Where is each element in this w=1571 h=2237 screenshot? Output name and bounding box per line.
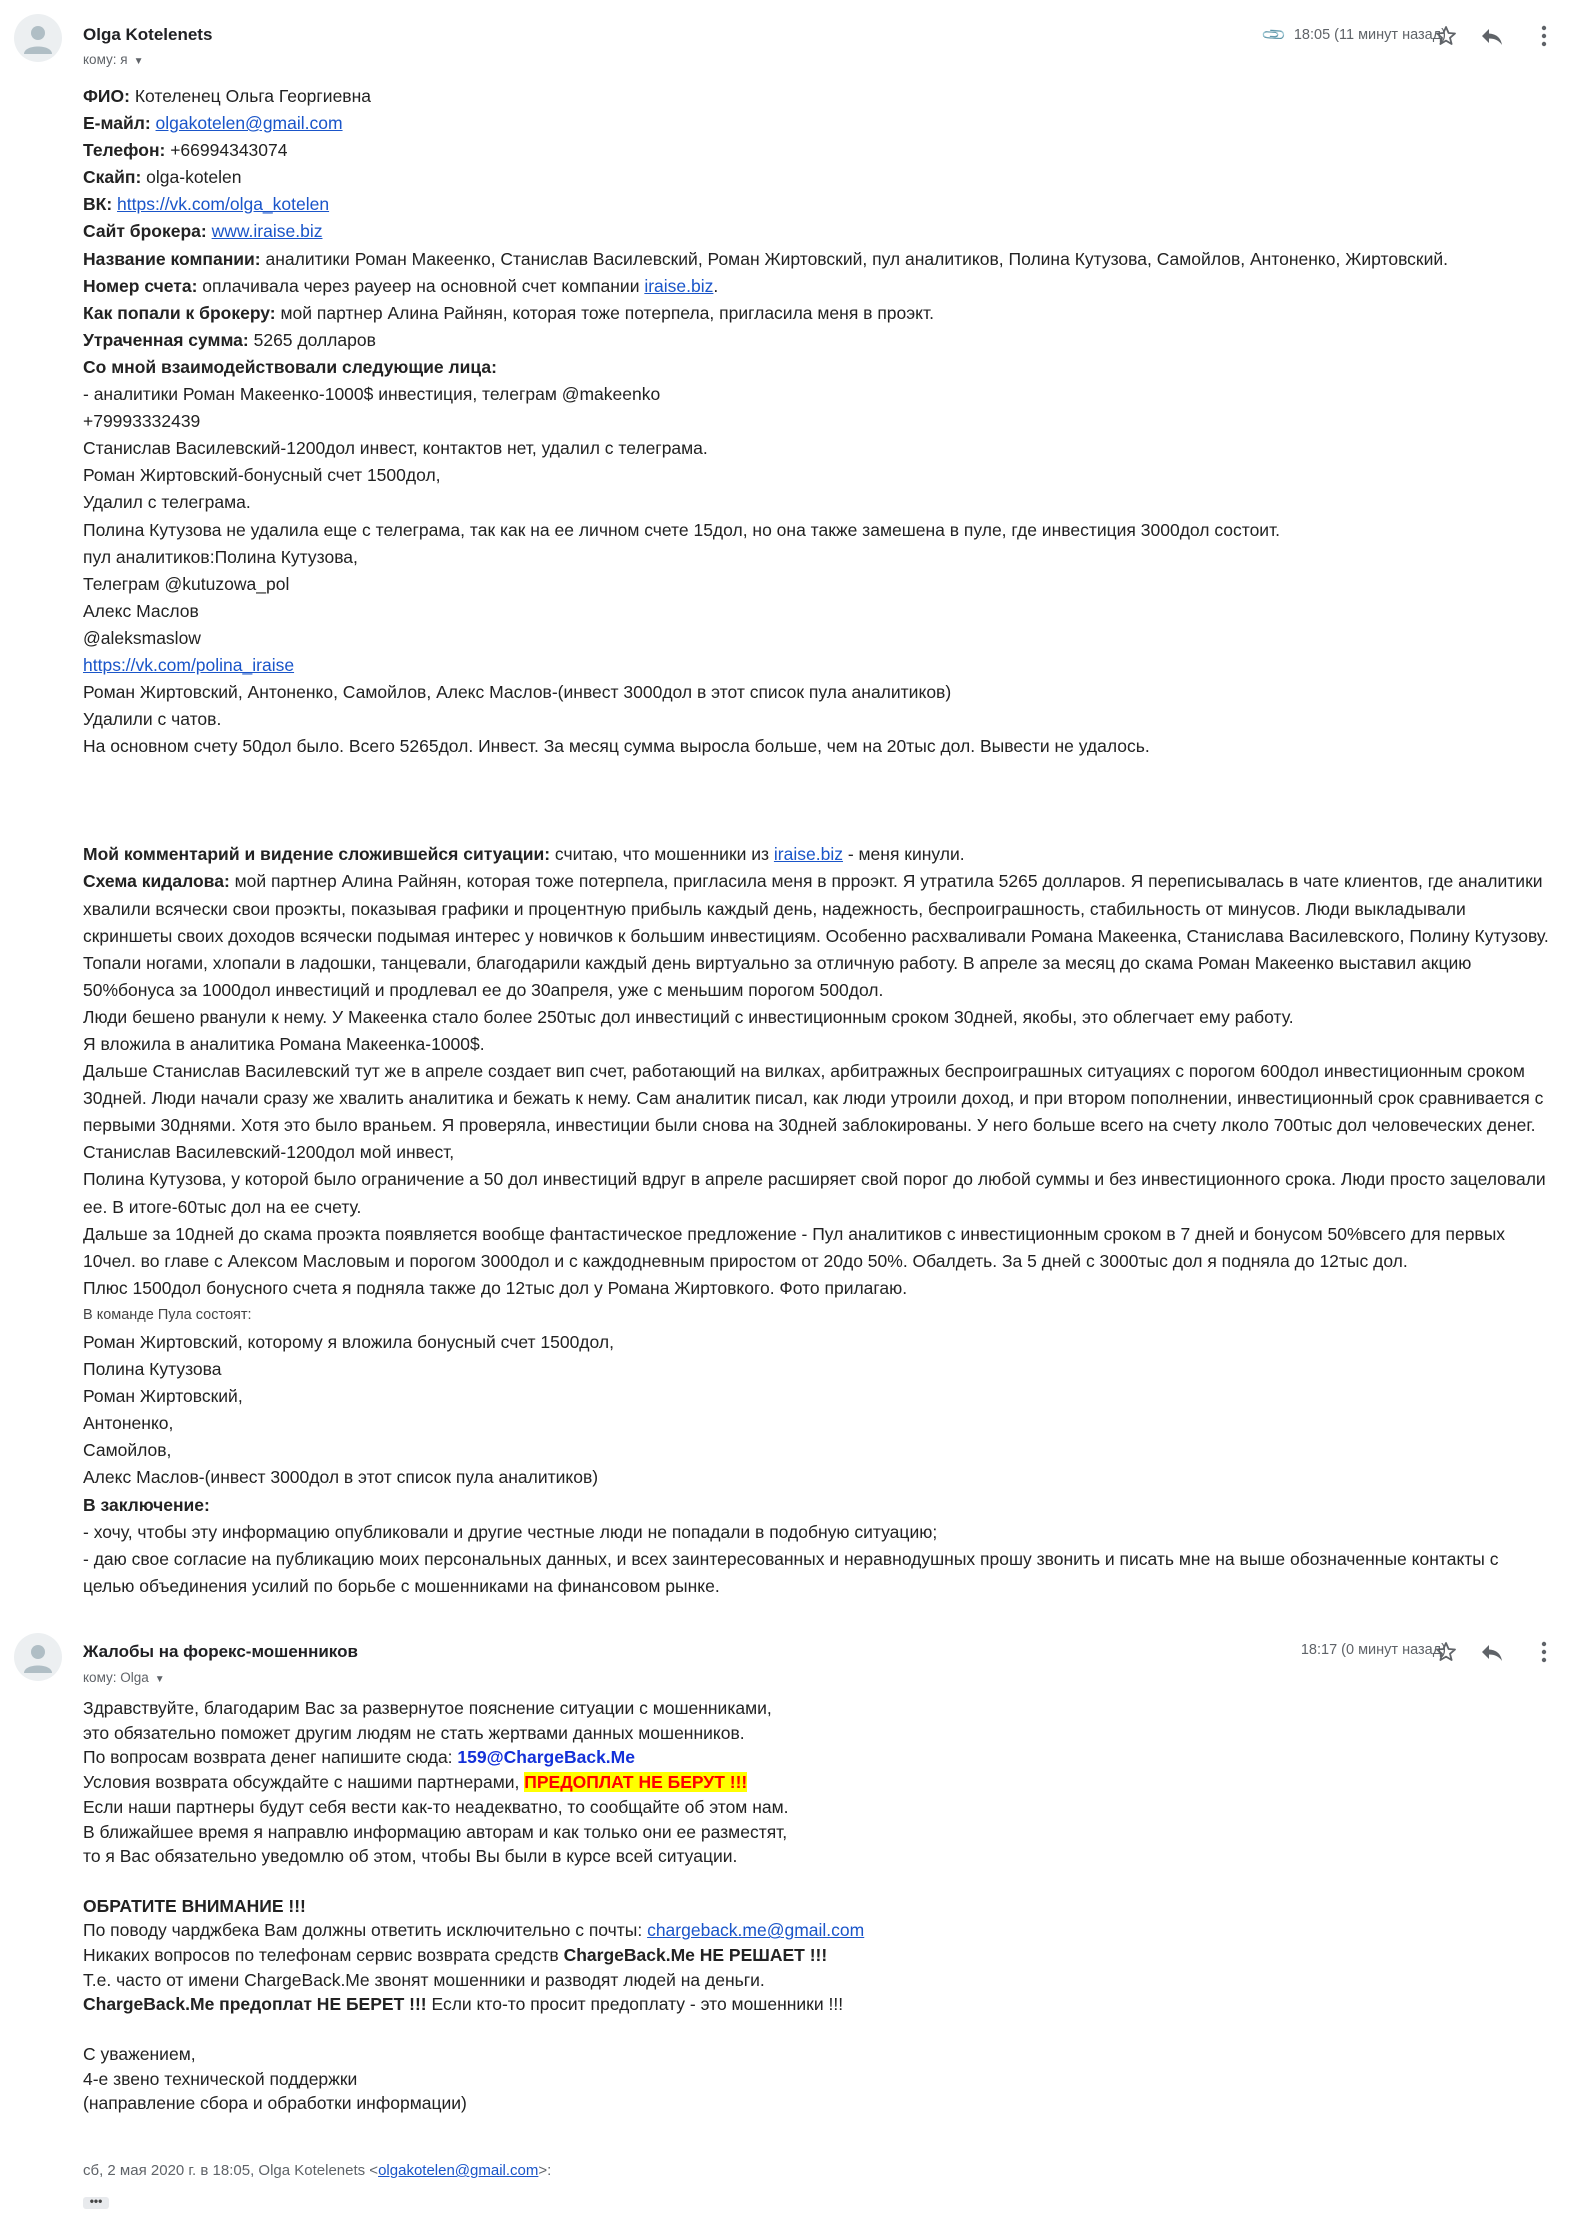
detail-text: Алекс Маслов <box>83 600 199 621</box>
detail-text: +79993332439 <box>83 411 201 432</box>
refund-line: По вопросам возврата денег напишите сюда: 159@ChargeBack.Me <box>83 1747 635 1768</box>
detail-line <box>83 381 1553 408</box>
team-member: Роман Жиртовский, которому я вложила бонусный счет 1500дол, <box>83 1331 614 1352</box>
scheme-label: Схема кидалова: <box>83 871 230 892</box>
signature-line: 4-е звено технической поддержки <box>83 2068 358 2089</box>
detail-line <box>83 544 1553 571</box>
sender-avatar[interactable] <box>14 14 62 62</box>
warning-highlight: ПРЕДОПЛАТ НЕ БЕРУТ !!! <box>524 1772 748 1793</box>
detail-text: пул аналитиков:Полина Кутузова, <box>83 546 358 567</box>
greeting <box>83 1696 1483 1745</box>
detail-text: +66994343074 <box>165 140 288 161</box>
scheme-text: Плюс 1500дол бонусного счета я подняла также до 12тыс дол у Романа Жиртовкого. Фото прилагаю. <box>83 1277 908 1298</box>
detail-label: ВК: <box>83 194 113 215</box>
conclusion-label: В заключение: <box>83 1494 210 1515</box>
no-phone-line: Никаких вопросов по телефонам сервис возврата средств ChargeBack.Me НЕ РЕШАЕТ !!! <box>83 1945 828 1966</box>
detail-line <box>83 246 1553 273</box>
scheme-text: Дальше Станислав Василевский тут же в апреле создает вип счет, работающий на вилках, арбитражных беспроигрaшных ситуациях с порогом 600дол инвестиционным сроком 30дней. Люди начали сразу же хвалить аналитика и бежать к нему. Сам аналитик писал, как люди утроили доход, и при втором пополнении, инвестиционный срок сравнивается с первыми 30днями. Хотя это было враньем. Я проверяла, инвестиции были снова на 30дней заблокированы. У него больше всего на счету лколо 700тыс дол человеческих денег. <box>83 1061 1544 1136</box>
scheme-text: Станислав Василевский-1200дол мой инвест, <box>83 1142 455 1163</box>
detail-line <box>83 110 1553 137</box>
detail-text: мой партнер Алина Райнян, которая тоже потерпела, пригласила меня в проэкт. <box>275 302 934 323</box>
reply-line: то я Вас обязательно уведомлю об этом, чтобы Вы были в курсе всей ситуации. <box>83 1846 738 1867</box>
conclusion-list <box>83 1519 1553 1600</box>
detail-text: Станислав Василевский-1200дол инвест, контактов нет, удалил с телеграма. <box>83 438 708 459</box>
detail-text: Котеленец Ольга Георгиевна <box>129 86 371 106</box>
paperclip-icon: 📎 <box>1261 22 1288 49</box>
sender-avatar[interactable] <box>14 1633 62 1681</box>
reply-button[interactable] <box>1478 22 1506 50</box>
detail-link[interactable]: iraise.biz <box>644 275 714 296</box>
detail-line <box>83 164 1553 191</box>
contact-details <box>83 83 1553 760</box>
scheme-text: Люди бешено рванули к нему. У Макеенка стало более 250тыс дол инвестиций с инвестиционным сроком 30дней, якобы, это облегчает ему работу. <box>83 1006 1294 1027</box>
scheme-paragraph <box>83 868 1553 1003</box>
person-icon <box>14 1633 62 1681</box>
show-trimmed-content-button[interactable]: ••• <box>83 2197 109 2209</box>
detail-label: Сайт брокера: <box>83 221 207 242</box>
no-prepay-line: ChargeBack.Me предоплат НЕ БЕРЕТ !!! Если кто-то просит предоплату - это мошенники !!! <box>83 1994 844 2015</box>
detail-text: . <box>713 275 719 296</box>
detail-line <box>83 652 1553 679</box>
team-member: Алекс Маслов-(инвест 3000дол в этот список пула аналитиков) <box>83 1467 599 1488</box>
detail-text: Телеграм @kutuzowa_pol <box>83 573 290 594</box>
detail-line <box>83 300 1553 327</box>
scheme-paragraph <box>83 1058 1553 1139</box>
detail-text: - аналитики Роман Макеенко-1000$ инвестиция, телеграм @makeenko <box>83 384 661 405</box>
reply-line: это обязательно поможет другим людям не стать жертвами данных мошенников. <box>83 1722 745 1743</box>
detail-line <box>83 733 1553 760</box>
scheme-text: мой партнер Алина Райнян, которая тоже потерпела, пригласила меня в прроэкт. Я утратила 5265 долларов. Я переписывалась в чате клиентов, где аналитики хвалили всячески свои проэкты, показывая графики и процентную прибыль каждый день, надежность, беспроигрaшность, стабильность от минусов. Люди выкладывали скриншеты своих доходов всячески подымая интерес у новичков к большим инвестициям. Особенно расхваливали Романа Макеенка, Станислава Василевского, Полину Кутузову. Топали ногами, хлопали в ладошки, танцевали, благодарили каждый день виртуально за отличную работу. В апреле за месяц до скама Роман Макеенко выставил акцию 50%бонуса за 1000дол инвестиций и продлевал ее до 30апреля, уже с меньшим порогом 500дол. <box>83 871 1549 1000</box>
detail-line <box>83 625 1553 652</box>
scheme-paragraph <box>83 1031 1553 1058</box>
message-time: 18:05 (11 минут назад) <box>1293 27 1446 43</box>
iraise-link[interactable]: iraise.biz <box>773 844 843 865</box>
reply-line: В ближайшее время я направлю информацию авторам и как только они ее разместят, <box>83 1821 788 1842</box>
detail-line <box>83 517 1553 544</box>
signature-line: (направление сбора и обработки информации) <box>83 2093 467 2114</box>
star-button[interactable] <box>1432 22 1460 50</box>
more-vert-icon <box>1541 25 1547 47</box>
detail-line <box>83 489 1553 516</box>
scheme-paragraph <box>83 1275 1553 1302</box>
recipient-label: кому: я <box>83 52 128 67</box>
detail-text: @aleksmaslow <box>83 627 201 648</box>
scheme-text: Дальше за 10дней до скама проэкта появляется вообще фантастическое предложение - Пул аналитиков с инвестиционным сроком в 7 дней и бонусом 50%всего для первых 10чел. во главе с Алексом Масловым и порогом 3000дол и с каждодневным приростом от 20до 50%. Обалдеть. За 5 дней с 3000тыс дол я подняла до 12тыс дол. <box>83 1223 1506 1271</box>
detail-line <box>83 435 1553 462</box>
detail-line <box>83 137 1553 164</box>
conclusion-item: - хочу, чтобы эту информацию опубликовали и другие честные люди не попадали в подобную ситуацию; <box>83 1521 938 1542</box>
team-member: Антоненко, <box>83 1413 174 1434</box>
detail-text: Роман Жиртовский, Антоненко, Самойлов, Алекс Маслов-(инвест 3000дол в этот список пула аналитиков) <box>83 682 952 703</box>
chargeback-email-link[interactable]: chargeback.me@gmail.com <box>647 1920 865 1941</box>
detail-label: Телефон: <box>83 140 166 161</box>
detail-label: Со мной взаимодействовали следующие лица: <box>83 356 497 377</box>
team-label: В команде Пула состоят: <box>83 1306 252 1323</box>
detail-line <box>83 327 1553 354</box>
detail-text: На основном счету 50дол было. Всего 5265дол. Инвест. За месяц сумма выросла больше, чем на 20тыс дол. Вывести не удалось. <box>83 736 1150 757</box>
detail-label: Номер счета: <box>83 275 198 296</box>
team-member: Полина Кутузова <box>83 1359 222 1380</box>
chevron-down-icon: ▼ <box>133 56 144 67</box>
detail-text: аналитики Роман Макеенко, Станислав Василевский, Роман Жиртовский, пул аналитиков, Полина Кутузова, Самойлов, Антоненко, Жиртовский. <box>260 248 1448 269</box>
detail-text: Удалили с чатов. <box>83 709 222 730</box>
scheme-text: Я вложила в аналитика Романа Макеенка-1000$. <box>83 1034 485 1054</box>
star-button[interactable] <box>1432 1638 1460 1666</box>
scheme-paragraph <box>83 1221 1553 1275</box>
detail-text: оплачивала через рауеер на основной счет компании <box>197 275 645 296</box>
info-lines <box>83 1795 1483 1869</box>
team-member: Роман Жиртовский, <box>83 1386 243 1407</box>
more-vert-icon <box>1541 1641 1547 1663</box>
detail-text: 5265 долларов <box>248 329 376 350</box>
reply-button[interactable] <box>1478 1638 1506 1666</box>
sender-name[interactable]: Olga Kotelenets <box>83 25 213 44</box>
detail-line <box>83 273 1553 300</box>
more-button[interactable] <box>1530 1638 1558 1666</box>
reply-icon <box>1479 24 1505 48</box>
signature-line: С уважением, <box>83 2043 196 2064</box>
detail-line <box>83 218 1553 245</box>
detail-label: Е-майл: <box>83 113 151 134</box>
detail-label: Название компании: <box>83 248 261 269</box>
detail-line <box>83 408 1553 435</box>
detail-line <box>83 83 1553 110</box>
terms-line: Условия возврата обсуждайте с нашими партнерами, ПРЕДОПЛАТ НЕ БЕРУТ !!! <box>83 1772 748 1793</box>
message-meta <box>1261 22 1446 49</box>
chevron-down-icon: ▼ <box>154 1674 165 1685</box>
detail-text: Роман Жиртовский-бонусный счет 1500дол, <box>83 465 441 486</box>
team-member: Самойлов, <box>83 1440 172 1461</box>
detail-label: Утраченная сумма: <box>83 329 249 350</box>
detail-link[interactable]: https://vk.com/polina_iraise <box>83 654 295 675</box>
team-list <box>83 1329 1553 1492</box>
detail-line <box>83 354 1553 381</box>
message-body <box>83 83 1553 1600</box>
attention-heading: ОБРАТИТЕ ВНИМАНИЕ !!! <box>83 1895 306 1916</box>
comment-paragraph: Мой комментарий и видение сложившейся ситуации: считаю, что мошенники из iraise.biz - меня кинули. <box>83 844 965 865</box>
detail-line <box>83 679 1553 706</box>
recipient-dropdown[interactable] <box>83 52 143 67</box>
reply-line: Если наши партнеры будут себя вести как-то неадекватно, то сообщайте об этом нам. <box>83 1796 789 1817</box>
detail-line <box>83 706 1553 733</box>
detail-label: Как попали к брокеру: <box>83 302 276 323</box>
scheme-paragraph <box>83 1004 1553 1031</box>
detail-link[interactable]: olgakotelen@gmail.com <box>155 113 343 134</box>
reply-line: Здравствуйте, благодарим Вас за развернутое пояснение ситуации с мошенниками, <box>83 1698 772 1718</box>
scheme-section <box>83 868 1553 1302</box>
detail-text: olga-kotelen <box>141 167 242 188</box>
more-button[interactable] <box>1530 22 1558 50</box>
recipient-label: кому: Olga <box>83 1670 149 1685</box>
scheme-paragraph <box>83 1166 1553 1220</box>
star-icon <box>1434 1640 1458 1664</box>
detail-line <box>83 191 1553 218</box>
reply-icon <box>1479 1640 1505 1664</box>
person-icon <box>14 14 62 62</box>
recipient-dropdown[interactable] <box>83 1670 165 1685</box>
detail-line <box>83 598 1553 625</box>
quoted-email-link[interactable]: olgakotelen@gmail.com <box>378 2162 539 2179</box>
scheme-text: Полина Кутузова, у которой было ограничение а 50 дол инвестиций вдруг в апреле расширяет свой порог до любой суммы и без инвестиционного срока. Люди просто зацеловали ее. В итоге-60тыс дол на ее счету. <box>83 1169 1546 1217</box>
sender-name[interactable]: Жалобы на форекс-мошенников <box>83 1642 358 1661</box>
detail-line <box>83 462 1553 489</box>
detail-link[interactable]: www.iraise.biz <box>211 221 323 242</box>
scheme-paragraph <box>83 1139 1553 1166</box>
detail-label: ФИО: <box>83 86 130 106</box>
message-time: 18:17 (0 минут назад) <box>1300 1642 1446 1658</box>
detail-link[interactable]: https://vk.com/olga_kotelen <box>117 194 330 215</box>
detail-text: Удалил с телеграма. <box>83 492 251 513</box>
scammers-line: Т.е. часто от имени ChargeBack.Me звонят мошенники и разводят людей на деньги. <box>83 1969 765 1990</box>
reply-body <box>83 1696 1483 2116</box>
detail-text: Полина Кутузова не удалила еще с телеграма, так как на ее личном счете 15дол, но она также замешена в пуле, где инвестиция 3000дол состоит. <box>83 519 1281 540</box>
message-meta <box>1301 1642 1446 1658</box>
star-icon <box>1434 24 1458 48</box>
chargeback-line: По поводу чарджбека Вам должны ответить исключительно с почты: chargeback.me@gmail.com <box>83 1920 865 1941</box>
conclusion-item: - даю свое согласие на публикацию моих персональных данных, и всех заинтересованных и неравнодушных прошу звонить и писать мне на выше обозначенные контакты с целью объединения усилий по борьбе с мошенниками на финансовом рынке. <box>83 1548 1499 1596</box>
signature <box>83 2042 1483 2116</box>
quoted-header: сб, 2 мая 2020 г. в 18:05, Olga Kotelenets <olgakotelen@gmail.com>: <box>83 2162 552 2179</box>
refund-email[interactable]: 159@ChargeBack.Me <box>457 1747 635 1768</box>
detail-line <box>83 571 1553 598</box>
detail-label: Скайп: <box>83 167 142 188</box>
